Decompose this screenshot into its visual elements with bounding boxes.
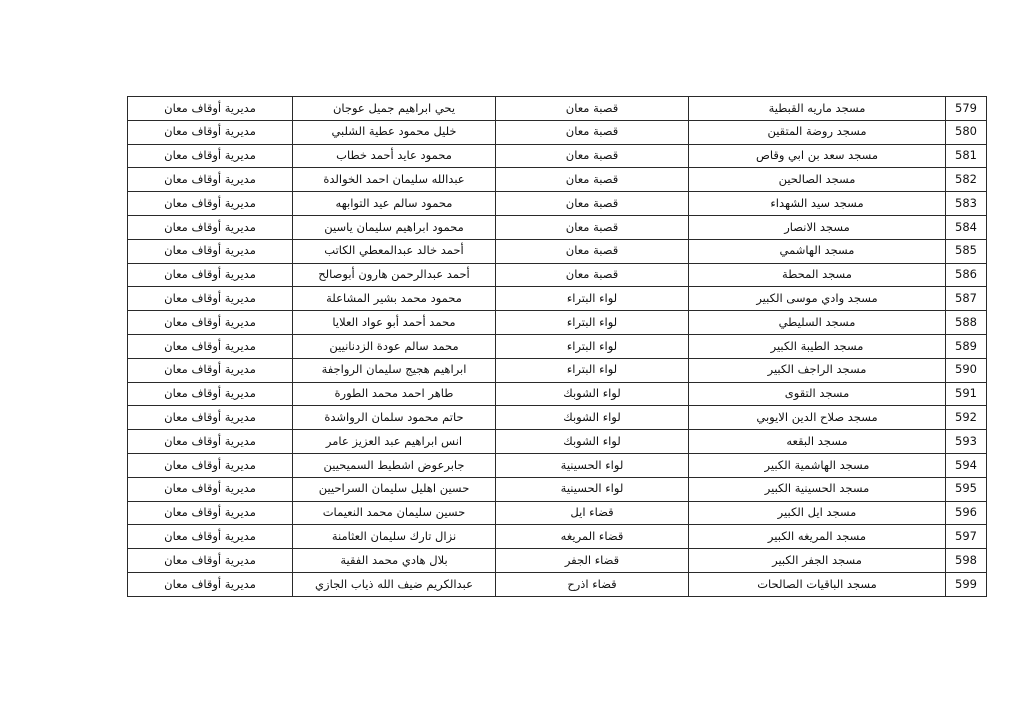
- table-row: [128, 525, 987, 549]
- mosque-name-cell: مسجد المريغه الكبير: [689, 525, 946, 549]
- imam-name-cell: محمد سالم عودة الزدنانيين: [293, 334, 496, 358]
- mosque-name-cell: مسجد الحسينية الكبير: [689, 477, 946, 501]
- table-row: [128, 120, 987, 144]
- area-cell: لواء البتراء: [496, 334, 689, 358]
- imam-name-cell: نزال تارك سليمان العثامنة: [293, 525, 496, 549]
- imam-name-cell: أحمد عبدالرحمن هارون أبوصالح: [293, 263, 496, 287]
- directorate-cell: مديرية أوقاف معان: [128, 572, 293, 596]
- mosque-name-cell: مسجد ماريه القبطية: [689, 97, 946, 121]
- imam-name-cell: حسين اهليل سليمان السراحيين: [293, 477, 496, 501]
- imam-name-cell: محمود محمد بشير المشاعلة: [293, 287, 496, 311]
- mosque-name-cell: مسجد سيد الشهداء: [689, 192, 946, 216]
- row-number-cell: 586: [946, 263, 987, 287]
- imam-name-cell: محمود عايد أحمد خطاب: [293, 144, 496, 168]
- area-cell: لواء البتراء: [496, 311, 689, 335]
- row-number-cell: 585: [946, 239, 987, 263]
- directorate-cell: مديرية أوقاف معان: [128, 97, 293, 121]
- mosque-name-cell: مسجد الباقيات الصالحات: [689, 572, 946, 596]
- table-row: [128, 406, 987, 430]
- imam-name-cell: جابرعوض اشطيط السميحيين: [293, 453, 496, 477]
- table-row: [128, 572, 987, 596]
- directorate-cell: مديرية أوقاف معان: [128, 239, 293, 263]
- table-row: [128, 144, 987, 168]
- row-number-cell: 581: [946, 144, 987, 168]
- area-cell: قصبة معان: [496, 215, 689, 239]
- directorate-cell: مديرية أوقاف معان: [128, 453, 293, 477]
- directorate-cell: مديرية أوقاف معان: [128, 168, 293, 192]
- table-row: [128, 430, 987, 454]
- directorate-cell: مديرية أوقاف معان: [128, 430, 293, 454]
- mosque-name-cell: مسجد الهاشمي: [689, 239, 946, 263]
- area-cell: قصبة معان: [496, 120, 689, 144]
- imam-name-cell: انس ابراهيم عبد العزيز عامر: [293, 430, 496, 454]
- directorate-cell: مديرية أوقاف معان: [128, 358, 293, 382]
- row-number-cell: 595: [946, 477, 987, 501]
- row-number-cell: 597: [946, 525, 987, 549]
- imam-name-cell: عبدالله سليمان احمد الخوالدة: [293, 168, 496, 192]
- directorate-cell: مديرية أوقاف معان: [128, 120, 293, 144]
- area-cell: قصبة معان: [496, 168, 689, 192]
- area-cell: قصبة معان: [496, 144, 689, 168]
- mosque-name-cell: مسجد التقوى: [689, 382, 946, 406]
- imam-name-cell: بلال هادي محمد الفقية: [293, 549, 496, 573]
- area-cell: لواء الشوبك: [496, 406, 689, 430]
- area-cell: لواء الشوبك: [496, 382, 689, 406]
- row-number-cell: 594: [946, 453, 987, 477]
- row-number-cell: 582: [946, 168, 987, 192]
- table-row: [128, 239, 987, 263]
- row-number-cell: 596: [946, 501, 987, 525]
- imam-name-cell: طاهر احمد محمد الطورة: [293, 382, 496, 406]
- imam-name-cell: حاتم محمود سلمان الرواشدة: [293, 406, 496, 430]
- area-cell: لواء البتراء: [496, 287, 689, 311]
- table-row: [128, 334, 987, 358]
- table-row: [128, 453, 987, 477]
- table-row: [128, 358, 987, 382]
- mosque-name-cell: مسجد وادي موسى الكبير: [689, 287, 946, 311]
- table-row: [128, 215, 987, 239]
- row-number-cell: 598: [946, 549, 987, 573]
- row-number-cell: 579: [946, 97, 987, 121]
- directorate-cell: مديرية أوقاف معان: [128, 549, 293, 573]
- directorate-cell: مديرية أوقاف معان: [128, 311, 293, 335]
- row-number-cell: 592: [946, 406, 987, 430]
- mosque-name-cell: مسجد السليطي: [689, 311, 946, 335]
- table-row: [128, 549, 987, 573]
- imam-name-cell: خليل محمود عطية الشلبي: [293, 120, 496, 144]
- imam-name-cell: محمود سالم عيد التوابهه: [293, 192, 496, 216]
- directorate-cell: مديرية أوقاف معان: [128, 192, 293, 216]
- table-row: [128, 192, 987, 216]
- table-row: [128, 311, 987, 335]
- directorate-cell: مديرية أوقاف معان: [128, 382, 293, 406]
- area-cell: لواء الحسينية: [496, 477, 689, 501]
- mosque-name-cell: مسجد الراجف الكبير: [689, 358, 946, 382]
- area-cell: لواء الحسينية: [496, 453, 689, 477]
- area-cell: قصبة معان: [496, 263, 689, 287]
- area-cell: لواء الشوبك: [496, 430, 689, 454]
- directorate-cell: مديرية أوقاف معان: [128, 144, 293, 168]
- imam-name-cell: محمود ابراهيم سليمان ياسين: [293, 215, 496, 239]
- imam-name-cell: عبدالكريم ضيف الله ذياب الجازي: [293, 572, 496, 596]
- table-row: [128, 263, 987, 287]
- mosque-name-cell: مسجد الصالحين: [689, 168, 946, 192]
- table-body: [128, 97, 987, 597]
- row-number-cell: 589: [946, 334, 987, 358]
- directorate-cell: مديرية أوقاف معان: [128, 263, 293, 287]
- area-cell: قضاء ايل: [496, 501, 689, 525]
- mosque-name-cell: مسجد روضة المتقين: [689, 120, 946, 144]
- area-cell: قصبة معان: [496, 192, 689, 216]
- imam-name-cell: يحي ابراهيم جميل عوجان: [293, 97, 496, 121]
- imam-name-cell: أحمد خالد عبدالمعطي الكاتب: [293, 239, 496, 263]
- row-number-cell: 583: [946, 192, 987, 216]
- row-number-cell: 591: [946, 382, 987, 406]
- directorate-cell: مديرية أوقاف معان: [128, 287, 293, 311]
- area-cell: قضاء الجفر: [496, 549, 689, 573]
- directorate-cell: مديرية أوقاف معان: [128, 477, 293, 501]
- area-cell: لواء البتراء: [496, 358, 689, 382]
- row-number-cell: 593: [946, 430, 987, 454]
- row-number-cell: 580: [946, 120, 987, 144]
- directorate-cell: مديرية أوقاف معان: [128, 406, 293, 430]
- row-number-cell: 588: [946, 311, 987, 335]
- mosque-name-cell: مسجد الجفر الكبير: [689, 549, 946, 573]
- mosque-name-cell: مسجد صلاح الدين الايوبي: [689, 406, 946, 430]
- mosque-name-cell: مسجد الهاشمية الكبير: [689, 453, 946, 477]
- area-cell: قضاء المريغه: [496, 525, 689, 549]
- directorate-cell: مديرية أوقاف معان: [128, 215, 293, 239]
- directorate-cell: مديرية أوقاف معان: [128, 334, 293, 358]
- imam-name-cell: حسين سليمان محمد النعيمات: [293, 501, 496, 525]
- mosque-imam-table: [127, 96, 987, 597]
- table-row: [128, 382, 987, 406]
- imam-name-cell: ابراهيم هجيج سليمان الرواجفة: [293, 358, 496, 382]
- area-cell: قضاء اذرح: [496, 572, 689, 596]
- row-number-cell: 587: [946, 287, 987, 311]
- table-row: [128, 168, 987, 192]
- mosque-name-cell: مسجد البقعه: [689, 430, 946, 454]
- area-cell: قصبة معان: [496, 239, 689, 263]
- mosque-name-cell: مسجد الطيبة الكبير: [689, 334, 946, 358]
- imam-name-cell: محمد أحمد أبو عواد العلايا: [293, 311, 496, 335]
- area-cell: قصبة معان: [496, 97, 689, 121]
- mosque-name-cell: مسجد المحطة: [689, 263, 946, 287]
- row-number-cell: 590: [946, 358, 987, 382]
- mosque-name-cell: مسجد الانصار: [689, 215, 946, 239]
- table-row: [128, 287, 987, 311]
- row-number-cell: 584: [946, 215, 987, 239]
- table-row: [128, 477, 987, 501]
- mosque-name-cell: مسجد ايل الكبير: [689, 501, 946, 525]
- directorate-cell: مديرية أوقاف معان: [128, 525, 293, 549]
- row-number-cell: 599: [946, 572, 987, 596]
- table-row: [128, 501, 987, 525]
- table-row: [128, 97, 987, 121]
- mosque-name-cell: مسجد سعد بن ابي وقاص: [689, 144, 946, 168]
- directorate-cell: مديرية أوقاف معان: [128, 501, 293, 525]
